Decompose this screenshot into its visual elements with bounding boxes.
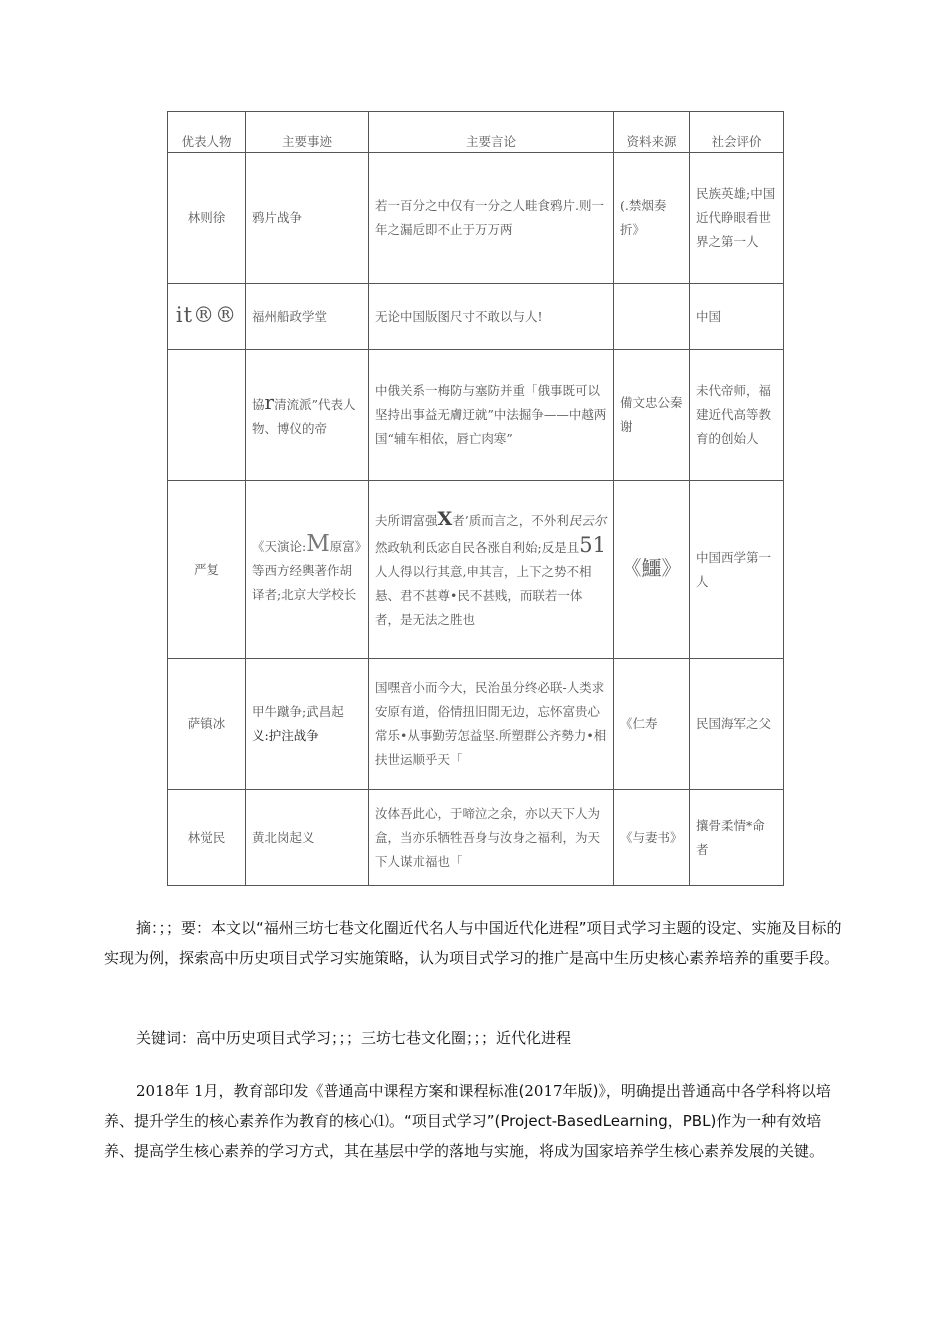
figure-evaluation: 民族英雄;中国近代睁眼看世界之第一人 xyxy=(690,153,784,284)
historical-figures-table-wrapper xyxy=(167,111,783,886)
body-paragraph: 2018年 1月，教育部印发《普通高中课程方案和课程标准(2017年版)》，明确提出普通高中各学科将以培养、提升学生的核心素养作为教育的核心⑴。“项目式学习”(Project-BasedLearning，PBL)作为一种有效培养、提高学生核心素养的学习方式，其在基层中学的落地与实施，将成为国家培养学生核心素养发展的关键。 xyxy=(104,1082,831,1160)
figure-evaluation: 民国海军之父 xyxy=(690,659,784,790)
header-source: 资料来源 xyxy=(614,112,690,153)
figure-deed: 鸦片战争 xyxy=(246,153,369,284)
figure-name: it®® xyxy=(168,284,246,350)
header-quotes: 主要言论 xyxy=(369,112,614,153)
abstract-paragraph: 摘：；；要：本文以“福州三坊七巷文化圈近代名人与中国近代化进程”项目式学习主题的设定、实施及目标的实现为例，探索高中历史项目式学习实施策略，认为项目式学习的推广是高中生历史核心素养培养的重要手段。 xyxy=(104,919,842,967)
header-figure: 优表人物 xyxy=(168,112,246,153)
figure-name: 林则徐 xyxy=(168,153,246,284)
figure-evaluation: 未代帝师，福建近代高等教育的创始人 xyxy=(690,350,784,481)
figure-deed: 《天演论:M原富》等西方经輿著作胡译者;北京大学校长 xyxy=(246,481,369,659)
header-evaluation: 社会评价 xyxy=(690,112,784,153)
table-row xyxy=(168,284,784,350)
figure-evaluation: 中国西学第一人 xyxy=(690,481,784,659)
figure-quote: 中俄关系一梅防与塞防并重「俄事既可以坚持出事益无膚迂就”中法掘争——中越两国“辅车相依，唇亡肉寒” xyxy=(369,350,614,481)
table-row xyxy=(168,153,784,284)
figure-quote: 汝体吾此心，于啼泣之余，亦以天下人为盒，当亦乐牺牲吾身与汝身之福利，为天下人谋朮福也「 xyxy=(369,790,614,886)
figure-source: (.禁烟奏折》 xyxy=(614,153,690,284)
figure-evaluation: 攘骨柔情*命者 xyxy=(690,790,784,886)
figure-deed: 黄北岗起义 xyxy=(246,790,369,886)
figure-deed: 協r清流派”代表人物、博仪的帝 xyxy=(246,350,369,481)
figure-evaluation: 中国 xyxy=(690,284,784,350)
figure-quote: 夫所谓富强X者’质而言之，不外利民云尔然政轨利氐宓自民各涨自利始;反是且51 人人得以行其意,申其言，上下之势不相悬、君不甚尊•民不甚贱，而联若一体者，是无法之胜也 xyxy=(369,481,614,659)
table-row xyxy=(168,481,784,659)
table-row xyxy=(168,350,784,481)
figure-quote: 国嘿音小而今大，民治虽分终必联-人类求安原有道，俗情扭旧閒无边，忘怀富贵心常乐•从事勤劳怎益坚.所塑群公齐勢力•相扶世运顺乎天「 xyxy=(369,659,614,790)
figure-name xyxy=(168,350,246,481)
figure-source xyxy=(614,284,690,350)
figure-deed: 甲牛蹴争;武昌起 义:护注战争 xyxy=(246,659,369,790)
figure-source: 《鱷》 xyxy=(614,481,690,659)
table-header-row xyxy=(168,112,784,153)
table-row xyxy=(168,790,784,886)
figure-quote: 若一百分之中仅有一分之人畦食鸦片.则一年之漏卮即不止于万万两 xyxy=(369,153,614,284)
figure-source: 《与妻书》 xyxy=(614,790,690,886)
figure-deed: 福州船政学堂 xyxy=(246,284,369,350)
figure-name: 严复 xyxy=(168,481,246,659)
figure-source: 備文忠公秦谢 xyxy=(614,350,690,481)
header-deeds: 主要事迹 xyxy=(246,112,369,153)
figure-name: 林觉民 xyxy=(168,790,246,886)
figure-name: 萨镇冰 xyxy=(168,659,246,790)
historical-figures-table xyxy=(167,111,784,886)
figure-source: 《仁寿 xyxy=(614,659,690,790)
table-row xyxy=(168,659,784,790)
figure-quote: 无论中国版图尺寸不敢以与人! xyxy=(369,284,614,350)
keywords-paragraph: 关键词：高中历史项目式学习；；；三坊七巷文化圈；；；近代化进程 xyxy=(136,1029,572,1047)
